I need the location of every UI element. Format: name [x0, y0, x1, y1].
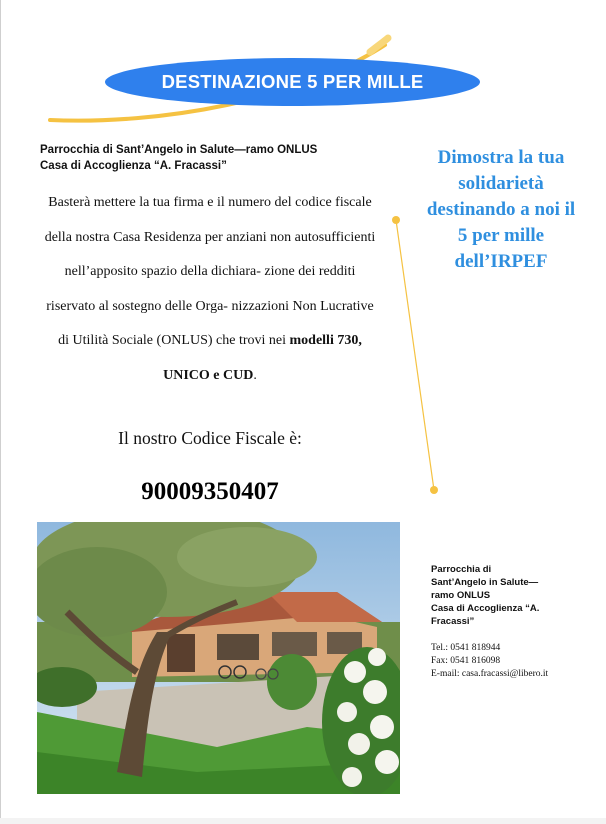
title-banner: [105, 58, 480, 106]
footer-org-line: Sant’Angelo in Salute—: [431, 577, 539, 588]
side-message: Dimostra la tua solidarietà destinando a noi il 5 per mille dell’IRPEF: [426, 147, 576, 272]
organization-header: [40, 142, 400, 174]
models-bold-text: modelli 730, UNICO e CUD: [163, 333, 362, 383]
email-text: E-mail: casa.fracassi@libero.it: [431, 669, 549, 679]
banner-title: DESTINAZIONE 5 PER MILLE: [161, 71, 424, 92]
footer-org-line: ramo ONLUS: [431, 590, 491, 601]
body-paragraph: [40, 186, 380, 393]
footer-org-line: Casa di Accoglienza “A.: [431, 603, 540, 614]
page-edge: [0, 0, 1, 824]
org-name-line: Parrocchia di Sant’Angelo in Salute—ramo ONLUS: [40, 144, 318, 156]
building-photo: [37, 522, 400, 794]
org-house-line: Casa di Accoglienza “A. Fracassi”: [40, 160, 227, 172]
footer-organization: [431, 563, 591, 628]
codice-fiscale-label: Il nostro Codice Fiscale è:: [118, 428, 302, 448]
telephone-text: Tel.: 0541 818944: [431, 643, 501, 653]
page-bottom-edge: [0, 818, 606, 824]
fax-text: Fax: 0541 816098: [431, 656, 501, 666]
footer-org-line: Parrocchia di: [431, 564, 492, 575]
footer-contacts: [431, 642, 591, 681]
body-text-end: .: [253, 367, 257, 383]
codice-fiscale-value: 90009350407: [141, 478, 279, 505]
contact-footer: [431, 563, 591, 681]
body-text: Basterà mettere la tua firma e il numero del codice fiscale della nostra Casa Residenza per anziani non autosufficienti nell’apposito spazio della dichiara- zione dei redditi riservato al sostegno delle Orga- nizzazioni Non Lucrative di Utilità Sociale (ONLUS) che trovi nei: [44, 195, 376, 348]
footer-org-line: Fracassi”: [431, 616, 475, 627]
